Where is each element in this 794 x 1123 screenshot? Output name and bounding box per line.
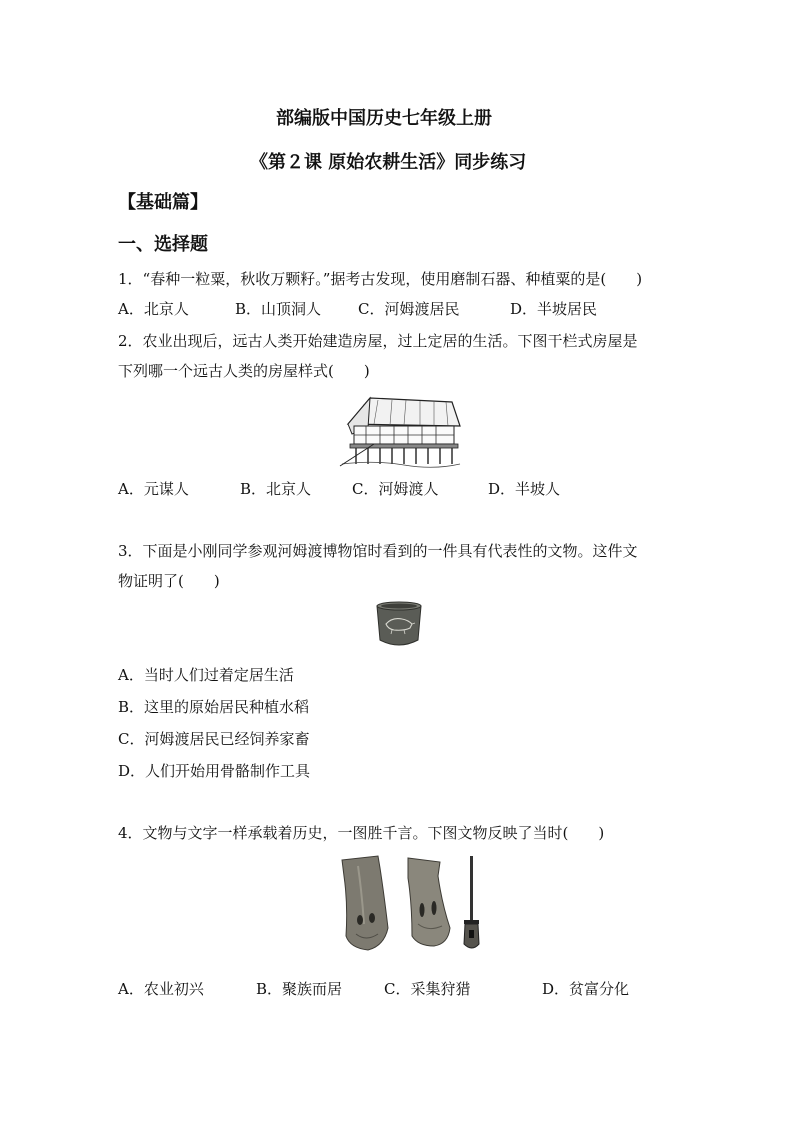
question-4-option-d[interactable]: D．贫富分化 (542, 980, 630, 998)
stilt-house-illustration (334, 392, 464, 470)
question-4-text: 4．文物与文字一样承载着历史，一图胜千言。下图文物反映了当时( ) (118, 824, 605, 842)
question-2-option-b[interactable]: B．北京人 (240, 480, 312, 498)
question-3-option-a[interactable]: A．当时人们过着定居生活 (118, 666, 294, 684)
question-1-option-b[interactable]: B．山顶洞人 (235, 300, 322, 318)
question-2-option-c[interactable]: C．河姆渡人 (352, 480, 439, 498)
question-1-text: 1．“春种一粒粟，秋收万颗籽。”据考古发现，使用磨制石器、种植粟的是( ) (118, 270, 643, 288)
question-2-option-d[interactable]: D．半坡人 (488, 480, 561, 498)
question-2-text-line1: 2．农业出现后，远古人类开始建造房屋，过上定居的生活。下图干栏式房屋是 (118, 332, 638, 350)
question-4-option-c[interactable]: C．采集狩猎 (384, 980, 471, 998)
question-3-text-line2: 物证明了( ) (118, 572, 220, 590)
question-3-text-line1: 3．下面是小刚同学参观河姆渡博物馆时看到的一件具有代表性的文物。这件文 (118, 542, 638, 560)
pig-pattern-pottery-bowl-image (374, 600, 424, 652)
document-title: 部编版中国历史七年级上册 (276, 108, 492, 129)
question-1-option-a[interactable]: A．北京人 (118, 300, 189, 318)
question-2-text-line2: 下列哪一个远古人类的房屋样式( ) (118, 362, 370, 380)
question-4-option-b[interactable]: B．聚族而居 (256, 980, 343, 998)
question-4-option-a[interactable]: A．农业初兴 (118, 980, 204, 998)
question-2-option-a[interactable]: A．元谋人 (118, 480, 189, 498)
document-subtitle: 《第２课 原始农耕生活》同步练习 (250, 152, 527, 173)
bone-spade-artifacts-image (338, 854, 488, 956)
section-label: 【基础篇】 (118, 192, 208, 213)
part-heading: 一、选择题 (118, 234, 208, 255)
question-1-option-c[interactable]: C．河姆渡居民 (358, 300, 460, 318)
question-3-option-b[interactable]: B．这里的原始居民种植水稻 (118, 698, 310, 716)
question-3-option-c[interactable]: C．河姆渡居民已经饲养家畜 (118, 730, 310, 748)
question-1-option-d[interactable]: D．半坡居民 (510, 300, 598, 318)
question-3-option-d[interactable]: D．人们开始用骨骼制作工具 (118, 762, 311, 780)
